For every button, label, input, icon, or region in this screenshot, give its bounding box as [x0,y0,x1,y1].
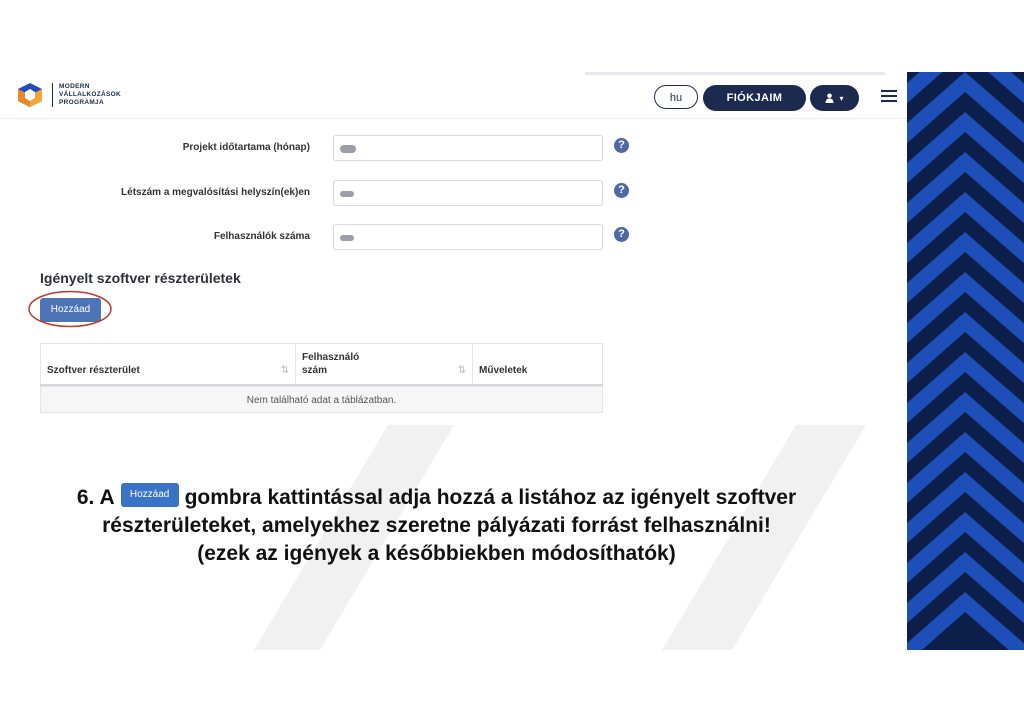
redacted-value [340,235,354,241]
instruction-text [45,484,828,568]
sort-icon[interactable]: ⇅ [280,365,289,376]
help-icon[interactable]: ? [614,183,629,198]
logo-mark-icon [16,81,44,109]
highlight-circle [28,290,112,328]
header-accent-line [585,72,885,75]
redacted-value [340,191,354,197]
add-button[interactable]: Hozzáad [40,298,101,322]
user-icon [825,93,834,103]
instruction-body: gombra kattintással adja hozzá a listához az igényelt szoftver részterületeket, amelyekhez szeretne pályázati forrást felhasználni! [102,486,797,537]
project-duration-label: Projekt időtartama (hónap) [182,142,310,153]
headcount-input[interactable] [333,180,603,206]
my-accounts-button[interactable]: FIÓKJAIM [703,85,806,111]
section-title: Igényelt szoftver részterületek [40,270,241,286]
project-duration-input[interactable] [333,135,603,161]
column-header-actions [472,343,603,385]
logo-text [52,83,121,107]
user-menu-button[interactable] [810,85,859,111]
column-header-label: Szoftver részterület [47,365,140,376]
hamburger-menu-icon[interactable] [881,90,897,104]
column-header-label-line: Felhasználó [302,352,360,363]
instruction-step: 6. A [76,486,115,509]
logo-line: VÁLLALKOZÁSOK [59,91,122,98]
language-button[interactable]: hu [654,85,698,109]
column-header-user-count[interactable] [295,343,473,385]
redacted-value [340,145,356,153]
form-row-project-duration [0,135,640,161]
table-empty-row: Nem található adat a táblázatban. [40,386,603,413]
instruction-note: (ezek az igények a későbbiekben módosíthatók) [197,542,676,565]
logo-line: MODERN [59,83,90,90]
inline-add-button-image: Hozzáad [121,483,179,507]
logo-line: PROGRAMJA [59,99,104,106]
help-icon[interactable]: ? [614,227,629,242]
user-count-label: Felhasználók száma [213,231,310,242]
column-header-label-line: szám [302,365,328,376]
form-row-headcount [0,180,640,206]
program-logo[interactable] [16,81,121,109]
table-header-divider [40,384,603,386]
sort-icon[interactable]: ⇅ [457,365,466,376]
headcount-label: Létszám a megvalósítási helyszín(ek)en [121,187,310,198]
user-count-input[interactable] [333,224,603,250]
help-icon[interactable]: ? [614,138,629,153]
chevron-down-icon: ▾ [839,93,844,103]
chevron-banner [907,72,1024,650]
column-header-software-area[interactable] [40,343,296,385]
column-header-label: Műveletek [479,365,528,376]
column-header-label [302,351,359,377]
form-row-user-count [0,224,640,250]
